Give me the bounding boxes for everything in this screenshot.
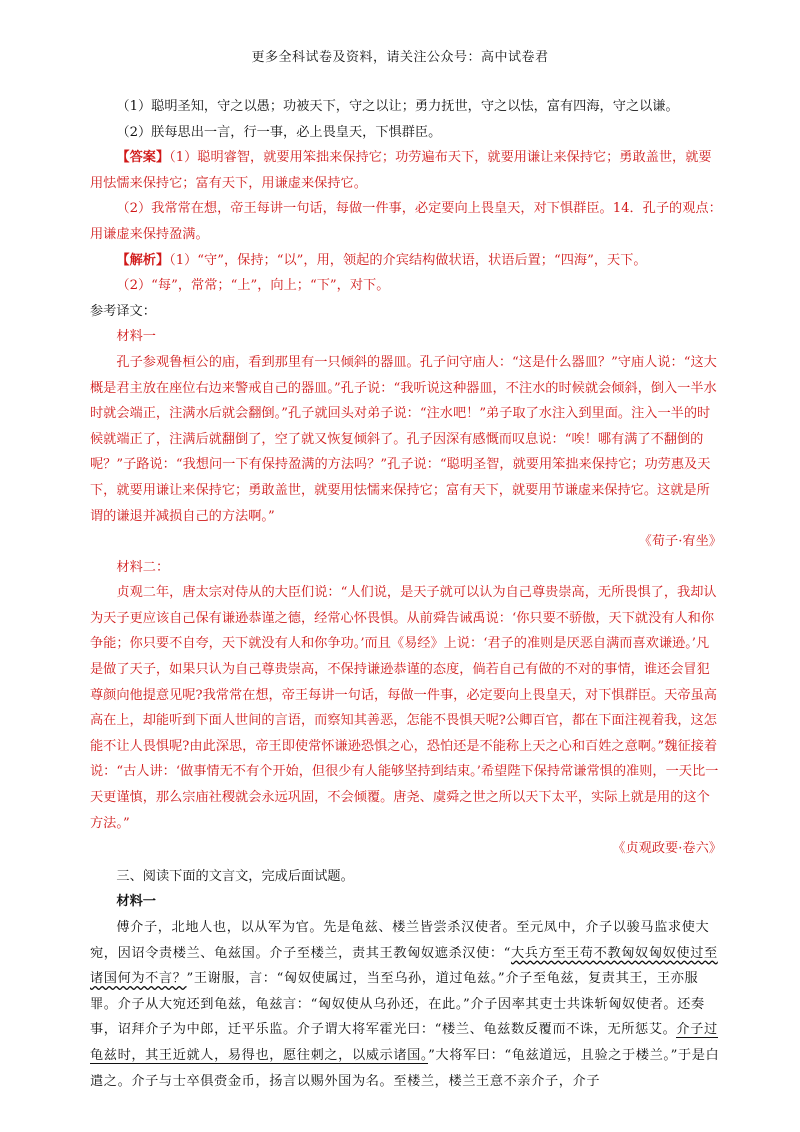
question-1: （1）聪明圣知，守之以愚；功被天下，守之以让；勇力抚世，守之以怯，富有四海，守之以谦。 xyxy=(116,99,679,114)
section-3-title: 三、阅读下面的文言文，完成后面试题。 xyxy=(116,868,354,884)
classical-passage xyxy=(90,915,722,1094)
analysis-1: （1）“守”，保持；“以”，用，领起的介宾结构做状语，状语后置；“四海”，天下。 xyxy=(169,252,647,268)
question-2: （2）朕每思出一言，行一事，必上畏皇天，下惧群臣。 xyxy=(116,124,442,140)
document-body xyxy=(90,94,722,1094)
page-header: 更多全科试卷及资料，请关注公众号：高中试卷君 xyxy=(251,50,549,65)
underlined-sentence-2: 介子过龟兹时，其王近就人，易得也，愿往刺之，以威示诸国。 xyxy=(90,1022,718,1063)
passage-part-3: ”大将军曰：“龟兹道远，且验之于楼兰。”于是白遣之。介子与士卒俱赍金币，扬言以赐外国为名。至楼兰，楼兰王意不亲介子，介子 xyxy=(90,1047,720,1089)
material-2-source: 《贞观政要·卷六》 xyxy=(612,841,722,857)
answer-block xyxy=(90,145,722,196)
material-1-source: 《荀子·宥坐》 xyxy=(638,534,722,550)
passage-part-1: 傅介子，北地人也，以从军为官。先是龟兹、楼兰皆尝杀汉使者。至元凤中，介子以骏马监求使大宛，因诏令责楼兰、龟兹国。介子至楼兰，责其王教匈奴遮杀汉使：“ xyxy=(90,920,710,961)
analysis-2: （2）“每”，常常；“上”，向上；“下”，对下。 xyxy=(116,278,390,294)
analysis-tag: 【解析】 xyxy=(116,252,170,268)
section-3-material-1: 材料一 xyxy=(116,894,156,910)
material-2-text: 贞观二年，唐太宗对侍从的大臣们说：“人们说，是天子就可以认为自己尊贵崇高，无所畏惧了，我却认为天子更应该自己保有谦逊恭谨之德，经常心怀畏惧。从前舜告诫禹说：‘你只要不骄傲，天下就没有人和你争能；你只要不自夸，天下就没有人和你争功。’而且《易经》上说：‘君子的准则是厌恶自满而喜欢谦逊。’凡是做了天子，如果只认为自己尊贵崇高，不保持谦逊恭谨的态度，倘若自己有做的不对的事情，谁还会冒犯尊颜向他提意见呢?我常常在想，帝王每讲一句话，每做一件事，必定要向上畏皇天，对下惧群臣。天帝虽高高在上，却能听到下面人世间的言语，而察知其善恶，怎能不畏惧天呢?公卿百官，都在下面注视着我，这怎能不让人畏惧呢?由此深思，帝王即使常怀谦逊恐惧之心，恐怕还是不能称上天之心和百姓之意啊。”魏征接着说：“古人讲：‘做事情无不有个开始，但很少有人能够坚持到结束。’希望陛下保持常谦常惧的准则，一天比一天更谨慎，那么宗庙社稷就会永远巩固，不会倾覆。唐尧、虞舜之世之所以天下太平，实际上就是用的这个方法。” xyxy=(90,585,719,831)
passage-part-2: ”王谢服，言：“匈奴使属过，当至乌孙，道过龟兹。”介子至龟兹，复责其王，王亦服罪。介子从大宛还到龟兹，龟兹言：“匈奴使从乌孙还，在此。”介子因率其吏士共诛斩匈奴使者。还奏事，诏拜介子为中郎，迁平乐监。介子谓大将军霍光曰：“楼兰、龟兹数反覆而不诛，无所惩艾。 xyxy=(90,971,705,1038)
material-2-title: 材料二： xyxy=(116,559,170,575)
reference-title: 参考译文： xyxy=(90,303,156,319)
analysis-block xyxy=(90,248,722,274)
answer-tag: 【答案】 xyxy=(116,150,170,166)
answer-1: （1）聪明睿智，就要用笨拙来保持它；功劳遍布天下，就要用谦让来保持它；勇敢盖世，就要用怯懦来保持它；富有天下，用谦虚来保持它。 xyxy=(90,150,712,191)
answer-2: （2）我常常在想，帝王每讲一句话，每做一件事，必定要向上畏皇天，对下惧群臣。14．孔子的观点：用谦虚来保持盈满。 xyxy=(90,201,722,242)
material-1-text: 孔子参观鲁桓公的庙，看到那里有一只倾斜的器皿。孔子问守庙人：“这是什么器皿？”守庙人说：“这大概是君主放在座位右边来警戒自己的器皿。”孔子说：“我听说这种器皿，不注水的时候就会倾斜，倒入一半水时就会端正，注满水后就会翻倒。”孔子就回头对弟子说：“注水吧！”弟子取了水注入到里面。注入一半的时候就端正了，注满后就翻倒了，空了就又恢复倾斜了。孔子因深有感慨而叹息说：“唉！哪有满了不翻倒的呢？”子路说：“我想问一下有保持盈满的方法吗？”孔子说：“聪明圣智，就要用笨拙来保持它；功劳惠及天下，就要用谦让来保持它；勇敢盖世，就要用怯懦来保持它；富有天下，就要用节谦虚来保持它。这就是所谓的谦退并减损自己的方法啊。” xyxy=(90,354,717,524)
material-1-title: 材料一 xyxy=(116,329,156,345)
underlined-sentence-1: 大兵方至王苟不教匈奴匈奴使过至诸国何为不言？ xyxy=(90,945,718,987)
